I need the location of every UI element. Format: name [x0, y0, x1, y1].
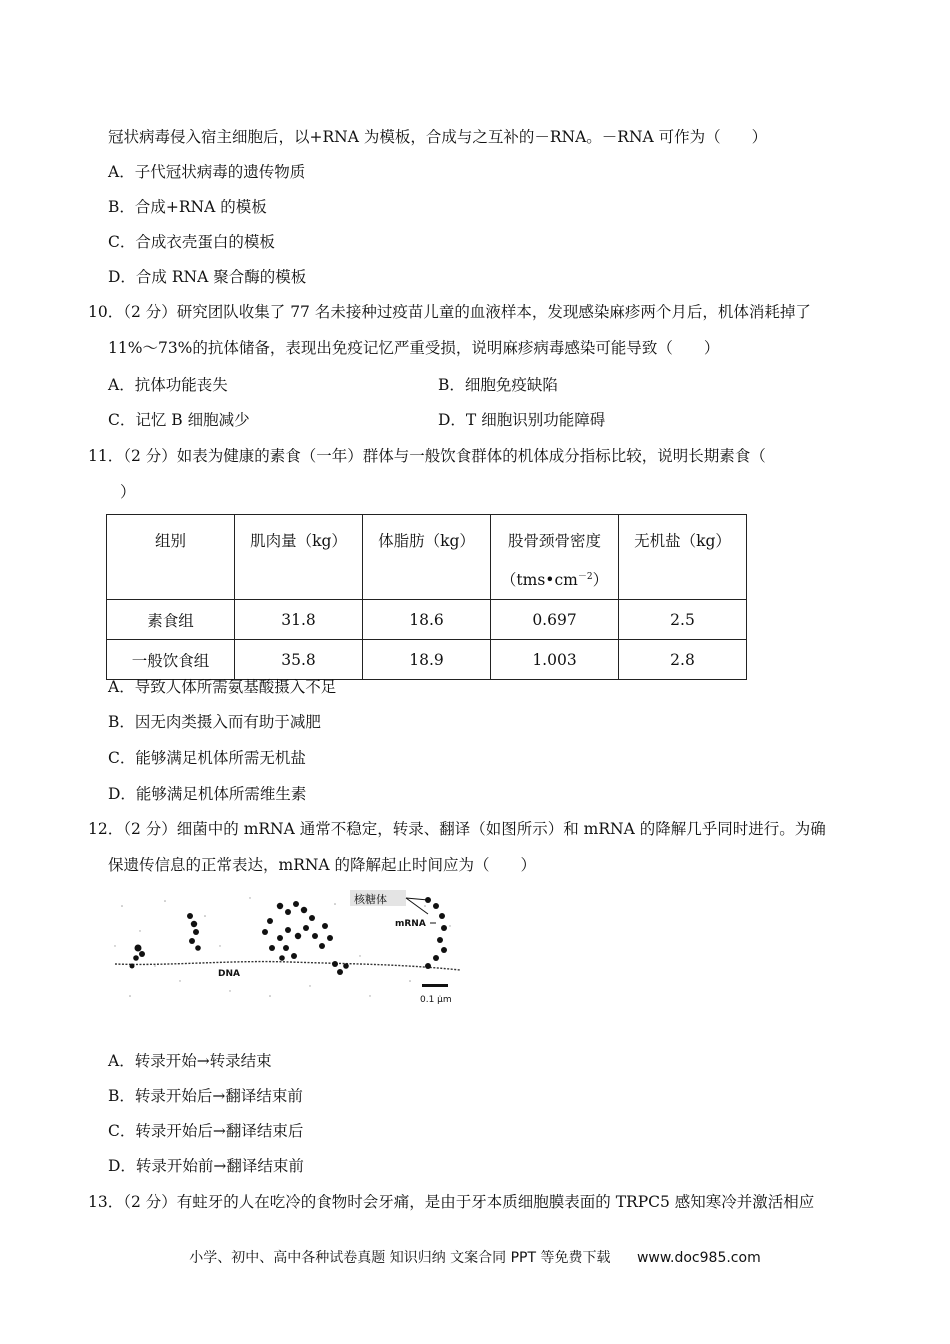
- q12-option-d: D．转录开始前→翻译结束前: [108, 1157, 304, 1175]
- footer-url[interactable]: www.doc985.com: [636, 1250, 761, 1266]
- table-header-cell: 组别: [107, 515, 235, 600]
- q13-stem-line1: 13．（2 分）有蛀牙的人在吃冷的食物时会牙痛，是由于牙本质细胞膜表面的 TRPC5 感知寒冷并激活相应: [88, 1193, 815, 1211]
- table-header-cell: 体脂肪（kg）: [363, 515, 491, 600]
- transcription-translation-micrograph: [110, 886, 465, 1010]
- footer-text: 小学、初中、高中各种试卷真题 知识归纳 文案合同 PPT 等免费下载: [189, 1250, 611, 1266]
- q9-option-b: B．合成+RNA 的模板: [108, 198, 267, 216]
- page-footer: [0, 1247, 950, 1267]
- q12-option-b: B．转录开始后→翻译结束前: [108, 1087, 303, 1105]
- table-cell: 18.9: [363, 640, 491, 680]
- ribosome-label: 核糖体: [354, 893, 387, 906]
- header-unit: $(tms•cm^{-2})$: [500, 571, 609, 590]
- q9-option-c: C．合成衣壳蛋白的模板: [108, 233, 275, 251]
- table-header-cell: 肌肉量（kg）: [235, 515, 363, 600]
- table-row: [107, 640, 747, 680]
- q10-option-d: D．T 细胞识别功能障碍: [438, 411, 606, 429]
- table-cell: 1.003: [491, 640, 619, 680]
- table-header-cell: 无机盐（kg）: [619, 515, 747, 600]
- q12-stem-line1: 12．（2 分）细菌中的 mRNA 通常不稳定，转录、翻译（如图所示）和 mRNA 的降解几乎同时进行。为确: [88, 820, 826, 838]
- q11-option-b: B．因无肉类摄入而有助于减肥: [108, 713, 321, 731]
- q11-table: [106, 514, 747, 680]
- q9-option-d: D．合成 RNA 聚合酶的模板: [108, 268, 307, 286]
- scale-bar: [422, 984, 448, 987]
- q11-option-a: A．导致人体所需氨基酸摄入不足: [108, 678, 337, 696]
- dna-strand: [115, 962, 460, 970]
- table-cell: 2.8: [619, 640, 747, 680]
- table-cell: 2.5: [619, 600, 747, 640]
- table-cell: 一般饮食组: [107, 640, 235, 680]
- table-header-cell: [491, 515, 619, 600]
- scale-label: 0.1 μm: [420, 995, 452, 1005]
- table-cell: 素食组: [107, 600, 235, 640]
- q10-option-a: A．抗体功能丧失: [108, 376, 228, 394]
- mrna-label: mRNA: [395, 919, 426, 929]
- q9-option-a: A．子代冠状病毒的遗传物质: [108, 163, 306, 181]
- q12-option-a: A．转录开始→转录结束: [108, 1052, 272, 1070]
- q10-stem-line2: 11%～73%的抗体储备，表现出免疫记忆严重受损，说明麻疹病毒感染可能导致（ ）: [108, 339, 720, 357]
- q10-option-b: B．细胞免疫缺陷: [438, 376, 558, 394]
- header-text: 股骨颈骨密度: [507, 532, 601, 550]
- q12-option-c: C．转录开始后→翻译结束后: [108, 1122, 304, 1140]
- table-row: [107, 600, 747, 640]
- q11-option-c: C．能够满足机体所需无机盐: [108, 749, 306, 767]
- q12-stem-line2: 保遗传信息的正常表达，mRNA 的降解起止时间应为（ ）: [108, 856, 537, 874]
- q9-stem: 冠状病毒侵入宿主细胞后，以+RNA 为模板，合成与之互补的－RNA。－RNA 可作为（ ）: [108, 128, 768, 146]
- q11-option-d: D．能够满足机体所需维生素: [108, 785, 307, 803]
- q11-stem-line1: 11．（2 分）如表为健康的素食（一年）群体与一般饮食群体的机体成分指标比较，说明长期素食（: [88, 447, 766, 465]
- table-header-row: [107, 515, 747, 600]
- q10-stem-line1: 10．（2 分）研究团队收集了 77 名未接种过疫苗儿童的血液样本，发现感染麻疹两个月后，机体消耗掉了: [88, 303, 811, 321]
- table-cell: 18.6: [363, 600, 491, 640]
- dna-label: DNA: [218, 969, 240, 979]
- q10-option-c: C．记忆 B 细胞减少: [108, 411, 250, 429]
- q11-stem-line2: ）: [120, 483, 136, 501]
- table-cell: 31.8: [235, 600, 363, 640]
- table-cell: 35.8: [235, 640, 363, 680]
- table-cell: 0.697: [491, 600, 619, 640]
